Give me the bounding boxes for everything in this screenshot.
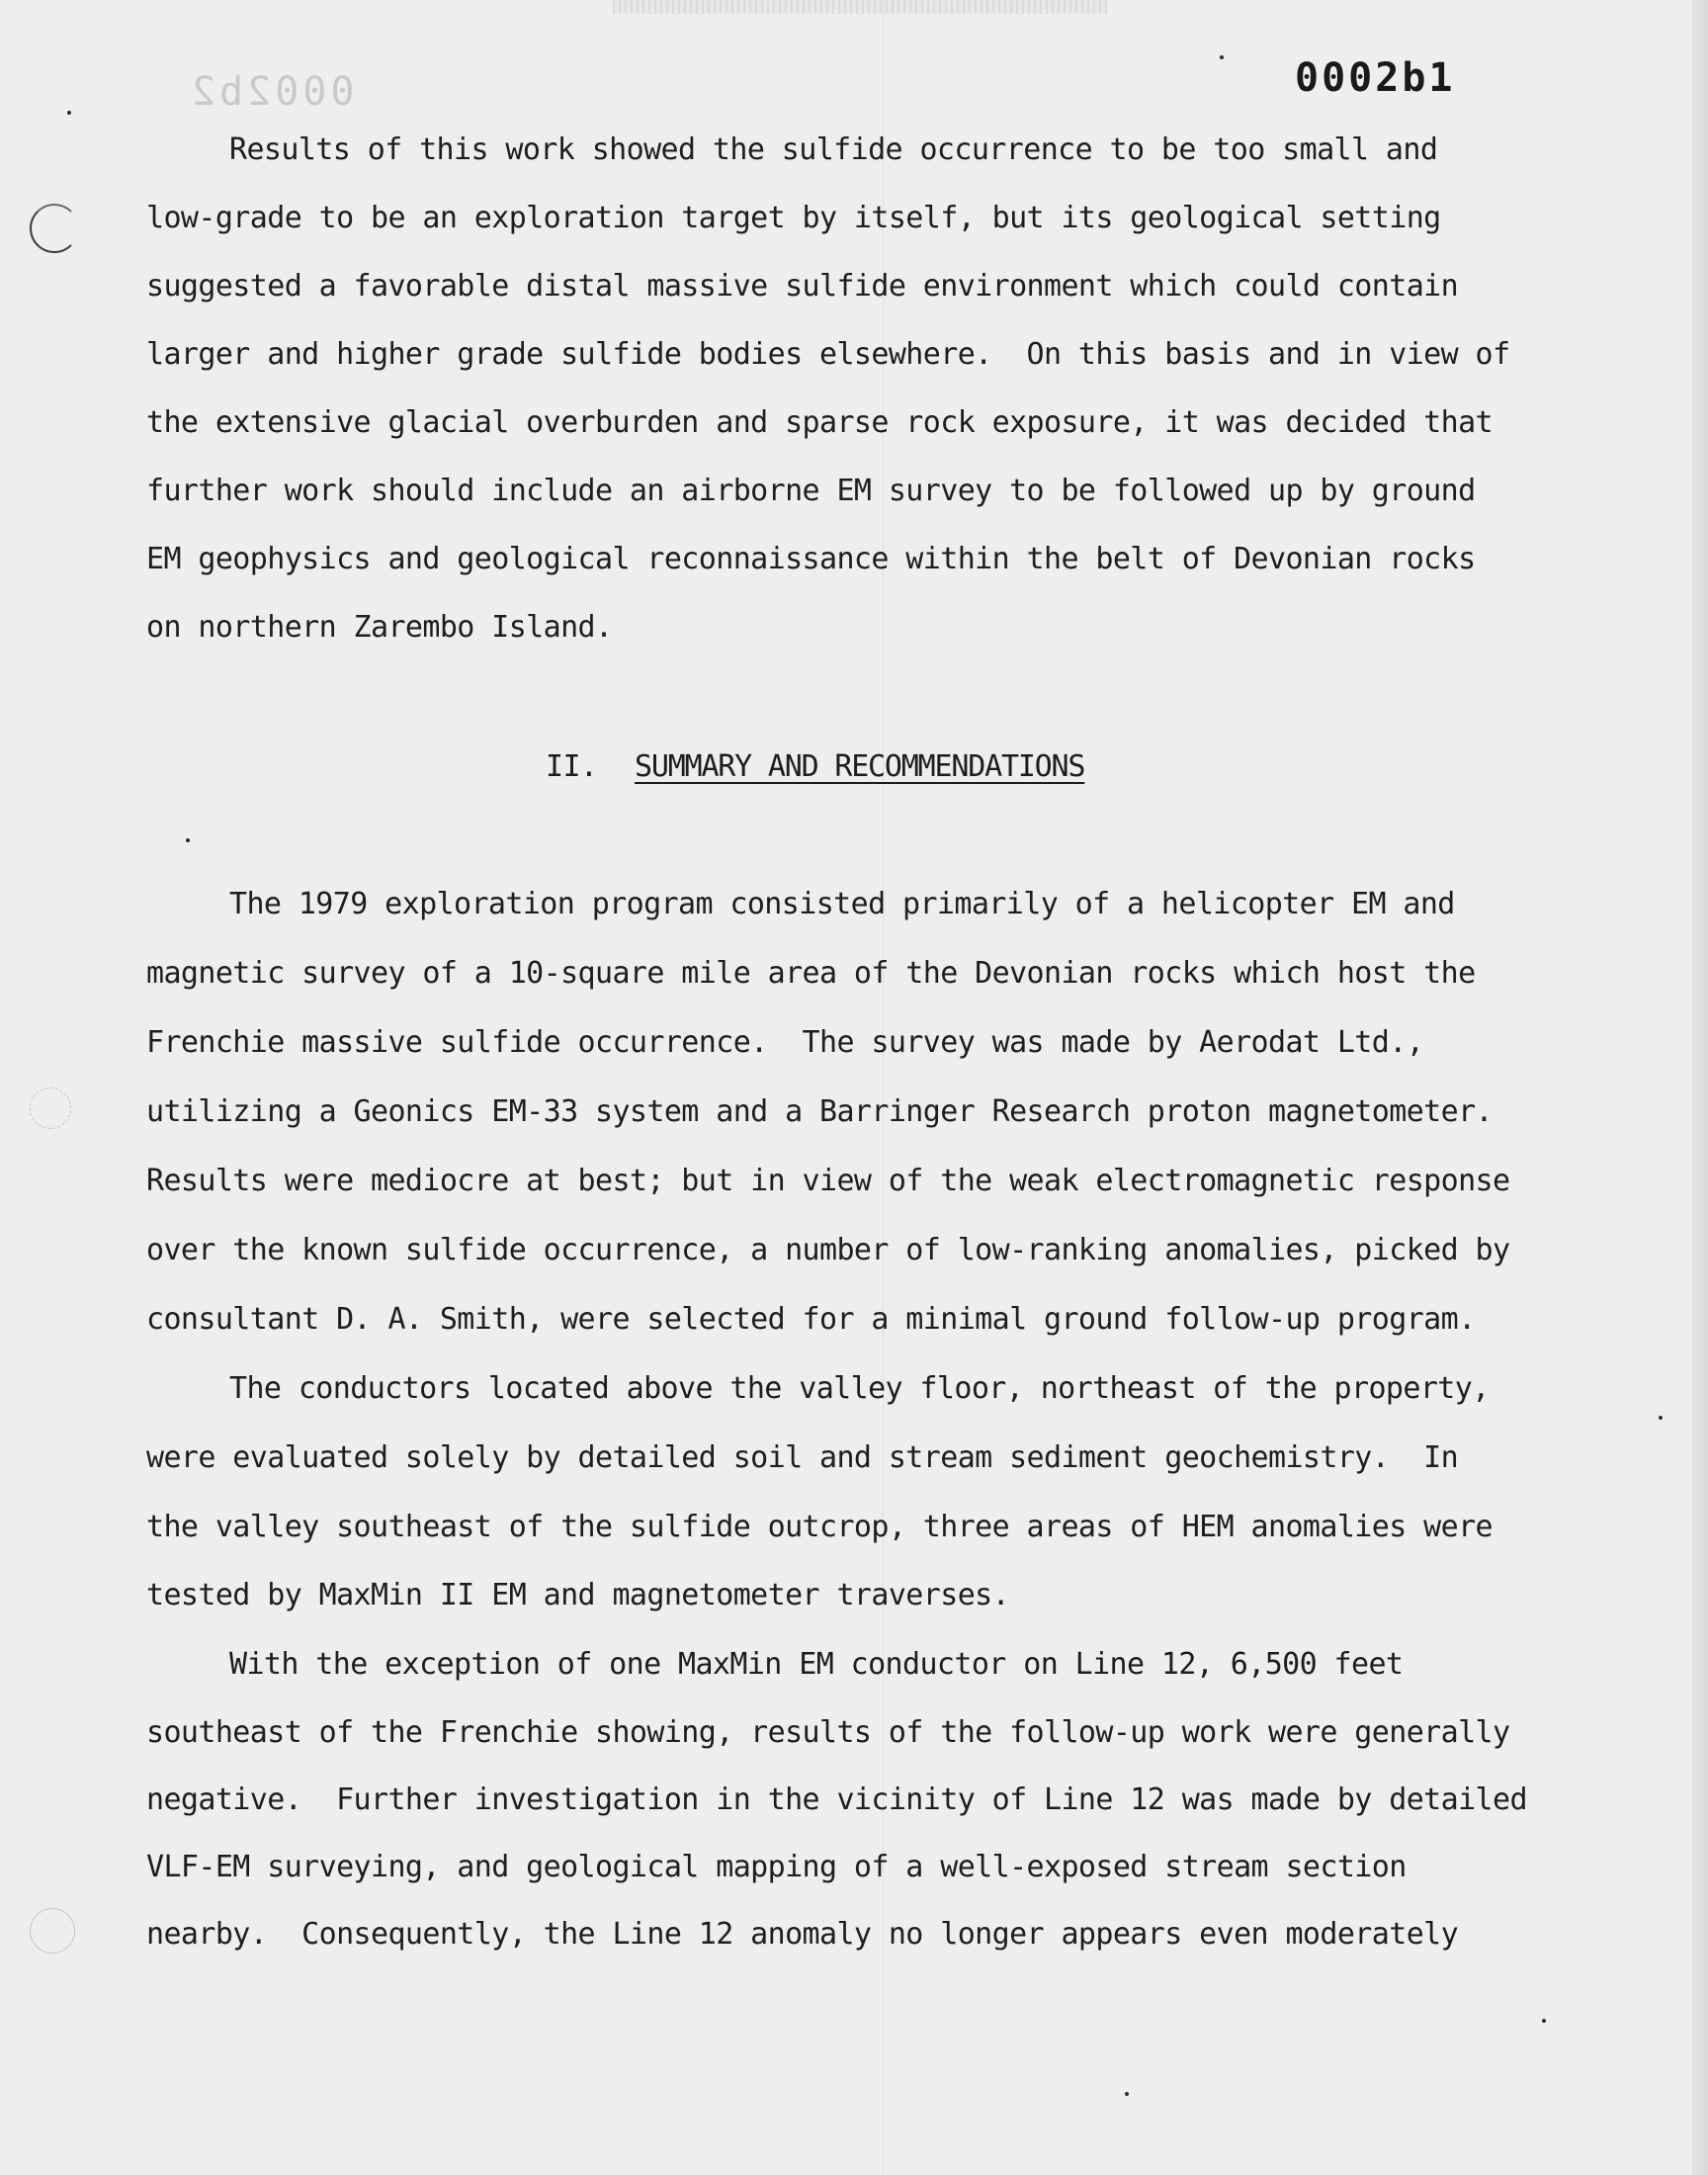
punch-hole-mark (30, 1908, 75, 1954)
bleed-through-page-number: 0002b2 (188, 69, 355, 115)
page-number: 0002b1 (1295, 55, 1456, 101)
text-line: Results of this work showed the sulfide occurrence to be too small and (229, 132, 1438, 167)
scan-speck (1659, 1416, 1663, 1420)
scan-speck (1220, 55, 1224, 59)
text-line: The conductors located above the valley floor, northeast of the property, (229, 1371, 1490, 1406)
text-line: suggested a favorable distal massive sulfide environment which could contain (146, 269, 1459, 304)
text-line: over the known sulfide occurrence, a number of low-ranking anomalies, picked by (146, 1233, 1510, 1267)
scan-speck (186, 838, 190, 842)
scan-speck (1125, 2092, 1129, 2096)
page-right-edge (1692, 0, 1708, 2175)
text-line: the extensive glacial overburden and sparse rock exposure, it was decided that (146, 405, 1493, 440)
text-line: Frenchie massive sulfide occurrence. The survey was made by Aerodat Ltd., (146, 1025, 1424, 1060)
punch-hole-mark (30, 1088, 71, 1129)
text-line: The 1979 exploration program consisted primarily of a helicopter EM and (229, 887, 1455, 921)
text-line: Results were mediocre at best; but in view of the weak electromagnetic response (146, 1164, 1510, 1198)
text-line: southeast of the Frenchie showing, results of the follow-up work were generally (146, 1715, 1510, 1750)
text-line: utilizing a Geonics EM-33 system and a Barringer Research proton magnetometer. (146, 1094, 1493, 1129)
text-line: magnetic survey of a 10-square mile area of the Devonian rocks which host the (146, 956, 1476, 991)
text-line: nearby. Consequently, the Line 12 anomaly no longer appears even moderately (146, 1917, 1459, 1952)
text-line: With the exception of one MaxMin EM conductor on Line 12, 6,500 feet (229, 1647, 1404, 1682)
scan-edge-artifact (613, 0, 1107, 14)
text-line: VLF-EM surveying, and geological mapping of a well-exposed stream section (146, 1850, 1407, 1884)
text-line: tested by MaxMin II EM and magnetometer traverses. (146, 1578, 1010, 1612)
scan-speck (1542, 2019, 1546, 2023)
text-line: low-grade to be an exploration target by itself, but its geological setting (146, 201, 1441, 235)
text-line: larger and higher grade sulfide bodies elsewhere. On this basis and in view of (146, 337, 1510, 372)
text-line: further work should include an airborne EM survey to be followed up by ground (146, 474, 1476, 508)
text-line: EM geophysics and geological reconnaissance within the belt of Devonian rocks (146, 542, 1476, 576)
section-title: SUMMARY AND RECOMMENDATIONS (635, 749, 1085, 784)
text-line: consultant D. A. Smith, were selected for a minimal ground follow-up program. (146, 1302, 1476, 1337)
text-line: negative. Further investigation in the vicinity of Line 12 was made by detailed (146, 1783, 1527, 1817)
scan-speck (67, 111, 71, 115)
text-line: were evaluated solely by detailed soil and stream sediment geochemistry. In (146, 1440, 1459, 1475)
text-line: the valley southeast of the sulfide outcrop, three areas of HEM anomalies were (146, 1510, 1493, 1544)
punch-hole-mark (30, 204, 79, 253)
text-line: on northern Zarembo Island. (146, 610, 613, 645)
section-number: II. (546, 749, 598, 784)
